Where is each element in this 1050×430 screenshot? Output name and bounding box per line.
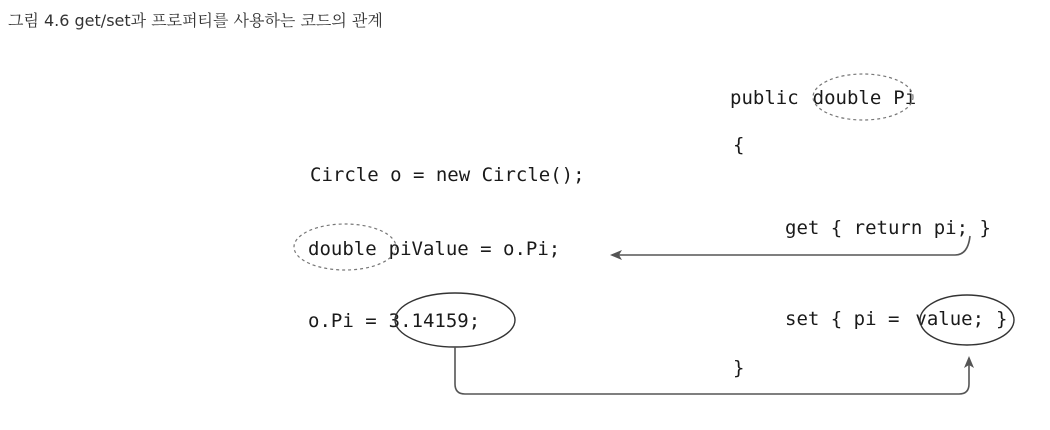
set-close-brace: }	[996, 308, 1008, 330]
pi-value-assignment: piValue = o.Pi;	[388, 238, 561, 260]
literal-solid-ellipse	[395, 293, 515, 347]
pi-set-prefix: o.Pi =	[308, 310, 377, 332]
property-name: Pi	[893, 87, 917, 109]
figure-caption: 그림 4.6 get/set과 프로퍼티를 사용하는 코드의 관계	[8, 11, 383, 30]
local-type-double: double	[308, 238, 377, 260]
value-solid-ellipse	[920, 295, 1014, 345]
property-type-dashed-ellipse	[813, 74, 913, 120]
property-close-brace: }	[733, 357, 745, 379]
property-type-double: double	[812, 87, 882, 109]
set-prefix: set { pi =	[785, 308, 900, 330]
get-accessor: get { return pi; }	[785, 217, 991, 239]
public-keyword: public	[730, 87, 799, 109]
property-open-brace: {	[733, 134, 745, 156]
assigned-literal: 3.14159;	[388, 310, 481, 332]
circle-instantiation: Circle o = new Circle();	[310, 164, 585, 186]
set-value-arrow	[455, 347, 969, 394]
local-type-dashed-ellipse	[294, 224, 396, 270]
set-value-keyword: value;	[915, 308, 985, 330]
get-return-arrow	[612, 236, 970, 255]
